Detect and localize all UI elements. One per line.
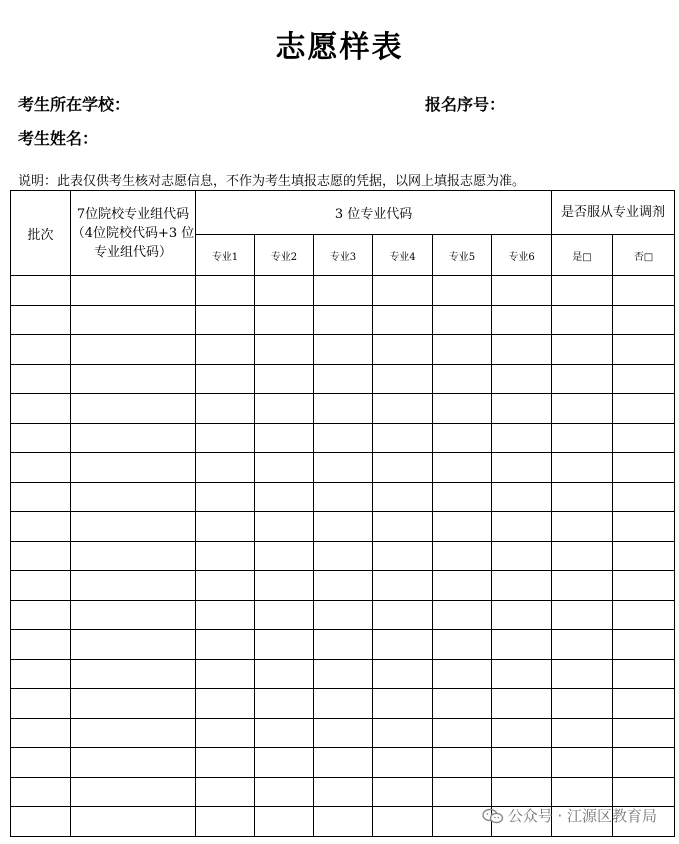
table-cell[interactable] bbox=[613, 718, 675, 748]
table-cell[interactable] bbox=[196, 659, 255, 689]
table-cell[interactable] bbox=[613, 571, 675, 601]
table-cell[interactable] bbox=[433, 748, 492, 778]
table-cell[interactable] bbox=[196, 482, 255, 512]
table-cell[interactable] bbox=[492, 423, 552, 453]
table-cell[interactable] bbox=[373, 482, 433, 512]
table-cell[interactable] bbox=[433, 423, 492, 453]
table-cell[interactable] bbox=[373, 659, 433, 689]
table-row bbox=[11, 541, 675, 571]
table-cell[interactable] bbox=[373, 335, 433, 365]
table-cell[interactable] bbox=[314, 453, 373, 483]
table-cell[interactable] bbox=[373, 423, 433, 453]
header-batch: 批次 bbox=[11, 191, 71, 276]
table-cell[interactable] bbox=[433, 512, 492, 542]
table-cell[interactable] bbox=[552, 600, 613, 630]
table-cell[interactable] bbox=[373, 305, 433, 335]
table-row bbox=[11, 630, 675, 660]
table-cell[interactable] bbox=[11, 364, 71, 394]
table-cell[interactable] bbox=[314, 777, 373, 807]
table-cell[interactable] bbox=[11, 748, 71, 778]
table-cell[interactable] bbox=[613, 364, 675, 394]
table-cell[interactable] bbox=[552, 423, 613, 453]
table-cell[interactable] bbox=[11, 305, 71, 335]
table-cell[interactable] bbox=[552, 718, 613, 748]
header-major-code: 3 位专业代码 bbox=[196, 191, 552, 235]
table-cell[interactable] bbox=[552, 630, 613, 660]
table-cell[interactable] bbox=[255, 364, 314, 394]
table-cell[interactable] bbox=[314, 335, 373, 365]
table-cell[interactable] bbox=[433, 482, 492, 512]
header-adjust-yes: 是□ bbox=[552, 235, 613, 276]
table-cell[interactable] bbox=[552, 482, 613, 512]
table-cell[interactable] bbox=[613, 453, 675, 483]
table-cell[interactable] bbox=[71, 689, 196, 719]
header-group-code: 7位院校专业组代码（4位院校代码+3 位专业组代码） bbox=[71, 191, 196, 276]
table-cell[interactable] bbox=[314, 807, 373, 837]
table-cell[interactable] bbox=[11, 689, 71, 719]
table-cell[interactable] bbox=[255, 748, 314, 778]
application-table bbox=[10, 190, 675, 837]
table-cell[interactable] bbox=[433, 777, 492, 807]
table-cell[interactable] bbox=[11, 718, 71, 748]
table-cell[interactable] bbox=[433, 718, 492, 748]
table-cell[interactable] bbox=[552, 512, 613, 542]
table-cell[interactable] bbox=[11, 394, 71, 424]
table-cell[interactable] bbox=[552, 276, 613, 306]
watermark bbox=[482, 805, 657, 826]
table-cell[interactable] bbox=[11, 571, 71, 601]
school-field-label: 考生所在学校： bbox=[18, 95, 131, 114]
page-title: 志愿样表 bbox=[275, 30, 404, 65]
table-cell[interactable] bbox=[492, 659, 552, 689]
table-cell[interactable] bbox=[196, 512, 255, 542]
table-cell[interactable] bbox=[314, 659, 373, 689]
table-cell[interactable] bbox=[552, 659, 613, 689]
table-body bbox=[11, 276, 675, 837]
table-cell[interactable] bbox=[11, 482, 71, 512]
table-row bbox=[11, 689, 675, 719]
table-cell[interactable] bbox=[552, 571, 613, 601]
watermark-text: 公众号 · 江源区教育局 bbox=[507, 807, 657, 825]
table-cell[interactable] bbox=[71, 571, 196, 601]
table-cell[interactable] bbox=[373, 512, 433, 542]
table-cell[interactable] bbox=[492, 689, 552, 719]
table-cell[interactable] bbox=[492, 777, 552, 807]
table-cell[interactable] bbox=[492, 394, 552, 424]
table-cell[interactable] bbox=[314, 630, 373, 660]
table-cell[interactable] bbox=[255, 600, 314, 630]
table-cell[interactable] bbox=[433, 659, 492, 689]
table-cell[interactable] bbox=[314, 482, 373, 512]
table-cell[interactable] bbox=[11, 276, 71, 306]
table-cell[interactable] bbox=[373, 394, 433, 424]
table-cell[interactable] bbox=[196, 541, 255, 571]
table-cell[interactable] bbox=[613, 689, 675, 719]
table-cell[interactable] bbox=[613, 276, 675, 306]
table-cell[interactable] bbox=[71, 777, 196, 807]
table-cell[interactable] bbox=[314, 718, 373, 748]
table-cell[interactable] bbox=[613, 659, 675, 689]
table-cell[interactable] bbox=[552, 541, 613, 571]
table-cell[interactable] bbox=[196, 718, 255, 748]
table-cell[interactable] bbox=[492, 512, 552, 542]
table-cell[interactable] bbox=[373, 807, 433, 837]
table-cell[interactable] bbox=[11, 335, 71, 365]
header-major-3: 专业3 bbox=[314, 235, 373, 276]
table-cell[interactable] bbox=[373, 689, 433, 719]
header-major-6: 专业6 bbox=[492, 235, 552, 276]
table-cell[interactable] bbox=[255, 482, 314, 512]
table-cell[interactable] bbox=[314, 423, 373, 453]
table-cell[interactable] bbox=[492, 453, 552, 483]
table-cell[interactable] bbox=[71, 659, 196, 689]
table-cell[interactable] bbox=[255, 630, 314, 660]
table-cell[interactable] bbox=[613, 305, 675, 335]
student-name-label: 考生姓名： bbox=[18, 129, 99, 148]
table-cell[interactable] bbox=[255, 807, 314, 837]
table-cell[interactable] bbox=[314, 364, 373, 394]
table-cell[interactable] bbox=[314, 276, 373, 306]
table-row bbox=[11, 777, 675, 807]
table-cell[interactable] bbox=[552, 305, 613, 335]
table-cell[interactable] bbox=[492, 305, 552, 335]
table-cell[interactable] bbox=[314, 600, 373, 630]
table-row bbox=[11, 394, 675, 424]
table-cell[interactable] bbox=[613, 394, 675, 424]
table-row bbox=[11, 512, 675, 542]
header-major-5: 专业5 bbox=[433, 235, 492, 276]
table-cell[interactable] bbox=[492, 276, 552, 306]
table-cell[interactable] bbox=[255, 718, 314, 748]
table-cell[interactable] bbox=[492, 335, 552, 365]
table-cell[interactable] bbox=[71, 364, 196, 394]
table-cell[interactable] bbox=[492, 482, 552, 512]
header-major-4: 专业4 bbox=[373, 235, 433, 276]
table-cell[interactable] bbox=[613, 541, 675, 571]
table-cell[interactable] bbox=[314, 689, 373, 719]
table-cell[interactable] bbox=[11, 453, 71, 483]
table-cell[interactable] bbox=[492, 630, 552, 660]
table-cell[interactable] bbox=[433, 394, 492, 424]
table-row bbox=[11, 482, 675, 512]
table-cell[interactable] bbox=[613, 512, 675, 542]
table-cell[interactable] bbox=[11, 541, 71, 571]
table-cell[interactable] bbox=[433, 600, 492, 630]
table-cell[interactable] bbox=[196, 364, 255, 394]
table-cell[interactable] bbox=[11, 512, 71, 542]
table-cell[interactable] bbox=[196, 689, 255, 719]
table-cell[interactable] bbox=[433, 276, 492, 306]
table-cell[interactable] bbox=[314, 512, 373, 542]
table-cell[interactable] bbox=[314, 394, 373, 424]
table-cell[interactable] bbox=[255, 689, 314, 719]
table-cell[interactable] bbox=[613, 777, 675, 807]
table-cell[interactable] bbox=[196, 394, 255, 424]
table-cell[interactable] bbox=[373, 541, 433, 571]
table-row bbox=[11, 453, 675, 483]
table-cell[interactable] bbox=[71, 394, 196, 424]
table-cell[interactable] bbox=[71, 305, 196, 335]
table-cell[interactable] bbox=[196, 571, 255, 601]
table-cell[interactable] bbox=[71, 335, 196, 365]
table-cell[interactable] bbox=[196, 777, 255, 807]
table-cell[interactable] bbox=[71, 630, 196, 660]
table-cell[interactable] bbox=[11, 777, 71, 807]
table-cell[interactable] bbox=[492, 364, 552, 394]
table-cell[interactable] bbox=[11, 807, 71, 837]
table-cell[interactable] bbox=[314, 305, 373, 335]
table-cell[interactable] bbox=[433, 689, 492, 719]
table-cell[interactable] bbox=[552, 748, 613, 778]
table-cell[interactable] bbox=[11, 423, 71, 453]
table-cell[interactable] bbox=[71, 541, 196, 571]
table-cell[interactable] bbox=[613, 335, 675, 365]
table-row bbox=[11, 305, 675, 335]
table-cell[interactable] bbox=[552, 394, 613, 424]
table-cell[interactable] bbox=[433, 453, 492, 483]
instruction-note: 说明：此表仅供考生核对志愿信息，不作为考生填报志愿的凭据，以网上填报志愿为准。 bbox=[18, 174, 526, 189]
table-row bbox=[11, 600, 675, 630]
table-cell[interactable] bbox=[255, 777, 314, 807]
table-cell[interactable] bbox=[373, 276, 433, 306]
table-cell[interactable] bbox=[71, 748, 196, 778]
table-cell[interactable] bbox=[196, 453, 255, 483]
table-cell[interactable] bbox=[255, 571, 314, 601]
table-cell[interactable] bbox=[11, 600, 71, 630]
table-cell[interactable] bbox=[255, 305, 314, 335]
table-cell[interactable] bbox=[71, 600, 196, 630]
table-row bbox=[11, 423, 675, 453]
wechat-icon bbox=[482, 808, 504, 824]
table-cell[interactable] bbox=[613, 482, 675, 512]
table-cell[interactable] bbox=[71, 423, 196, 453]
table-row bbox=[11, 276, 675, 306]
table-cell[interactable] bbox=[433, 364, 492, 394]
table-cell[interactable] bbox=[255, 541, 314, 571]
table-cell[interactable] bbox=[492, 718, 552, 748]
header-major-2: 专业2 bbox=[255, 235, 314, 276]
table-cell[interactable] bbox=[492, 571, 552, 601]
table-cell[interactable] bbox=[11, 659, 71, 689]
table-cell[interactable] bbox=[492, 600, 552, 630]
table-cell[interactable] bbox=[613, 423, 675, 453]
table-cell[interactable] bbox=[373, 748, 433, 778]
header-accept-adjustment: 是否服从专业调剂 bbox=[552, 191, 675, 235]
table-row bbox=[11, 748, 675, 778]
table-cell[interactable] bbox=[373, 364, 433, 394]
table-cell[interactable] bbox=[433, 630, 492, 660]
table-cell[interactable] bbox=[71, 512, 196, 542]
header-major-1: 专业1 bbox=[196, 235, 255, 276]
table-cell[interactable] bbox=[196, 276, 255, 306]
table-cell[interactable] bbox=[433, 541, 492, 571]
registration-number-label: 报名序号： bbox=[425, 95, 506, 114]
table-cell[interactable] bbox=[492, 748, 552, 778]
table-cell[interactable] bbox=[196, 600, 255, 630]
table-cell[interactable] bbox=[373, 718, 433, 748]
table-cell[interactable] bbox=[552, 453, 613, 483]
table-cell[interactable] bbox=[196, 748, 255, 778]
table-cell[interactable] bbox=[196, 423, 255, 453]
table-row bbox=[11, 335, 675, 365]
table-cell[interactable] bbox=[433, 305, 492, 335]
table-row bbox=[11, 718, 675, 748]
table-cell[interactable] bbox=[196, 335, 255, 365]
table-cell[interactable] bbox=[11, 630, 71, 660]
table-cell[interactable] bbox=[196, 630, 255, 660]
table-row bbox=[11, 364, 675, 394]
table-cell[interactable] bbox=[71, 482, 196, 512]
table-cell[interactable] bbox=[255, 276, 314, 306]
table-cell[interactable] bbox=[314, 571, 373, 601]
table-cell[interactable] bbox=[255, 453, 314, 483]
table-cell[interactable] bbox=[373, 630, 433, 660]
table-cell[interactable] bbox=[373, 600, 433, 630]
table-row bbox=[11, 659, 675, 689]
table-cell[interactable] bbox=[613, 600, 675, 630]
table-cell[interactable] bbox=[71, 718, 196, 748]
table-cell[interactable] bbox=[71, 453, 196, 483]
table-cell[interactable] bbox=[373, 453, 433, 483]
table-cell[interactable] bbox=[71, 807, 196, 837]
table-cell[interactable] bbox=[552, 777, 613, 807]
table-cell[interactable] bbox=[196, 305, 255, 335]
table-cell[interactable] bbox=[314, 748, 373, 778]
table-cell[interactable] bbox=[255, 423, 314, 453]
table-cell[interactable] bbox=[255, 659, 314, 689]
table-cell[interactable] bbox=[552, 689, 613, 719]
table-cell[interactable] bbox=[613, 630, 675, 660]
table-cell[interactable] bbox=[373, 571, 433, 601]
table-cell[interactable] bbox=[373, 777, 433, 807]
table-cell[interactable] bbox=[433, 571, 492, 601]
table-cell[interactable] bbox=[492, 541, 552, 571]
table-cell[interactable] bbox=[71, 276, 196, 306]
table-cell[interactable] bbox=[196, 807, 255, 837]
table-cell[interactable] bbox=[314, 541, 373, 571]
table-cell[interactable] bbox=[433, 335, 492, 365]
table-cell[interactable] bbox=[255, 512, 314, 542]
table-cell[interactable] bbox=[255, 394, 314, 424]
table-row bbox=[11, 571, 675, 601]
table-cell[interactable] bbox=[552, 335, 613, 365]
table-cell[interactable] bbox=[613, 748, 675, 778]
table-cell[interactable] bbox=[552, 364, 613, 394]
header-adjust-no: 否□ bbox=[613, 235, 675, 276]
table-cell[interactable] bbox=[255, 335, 314, 365]
